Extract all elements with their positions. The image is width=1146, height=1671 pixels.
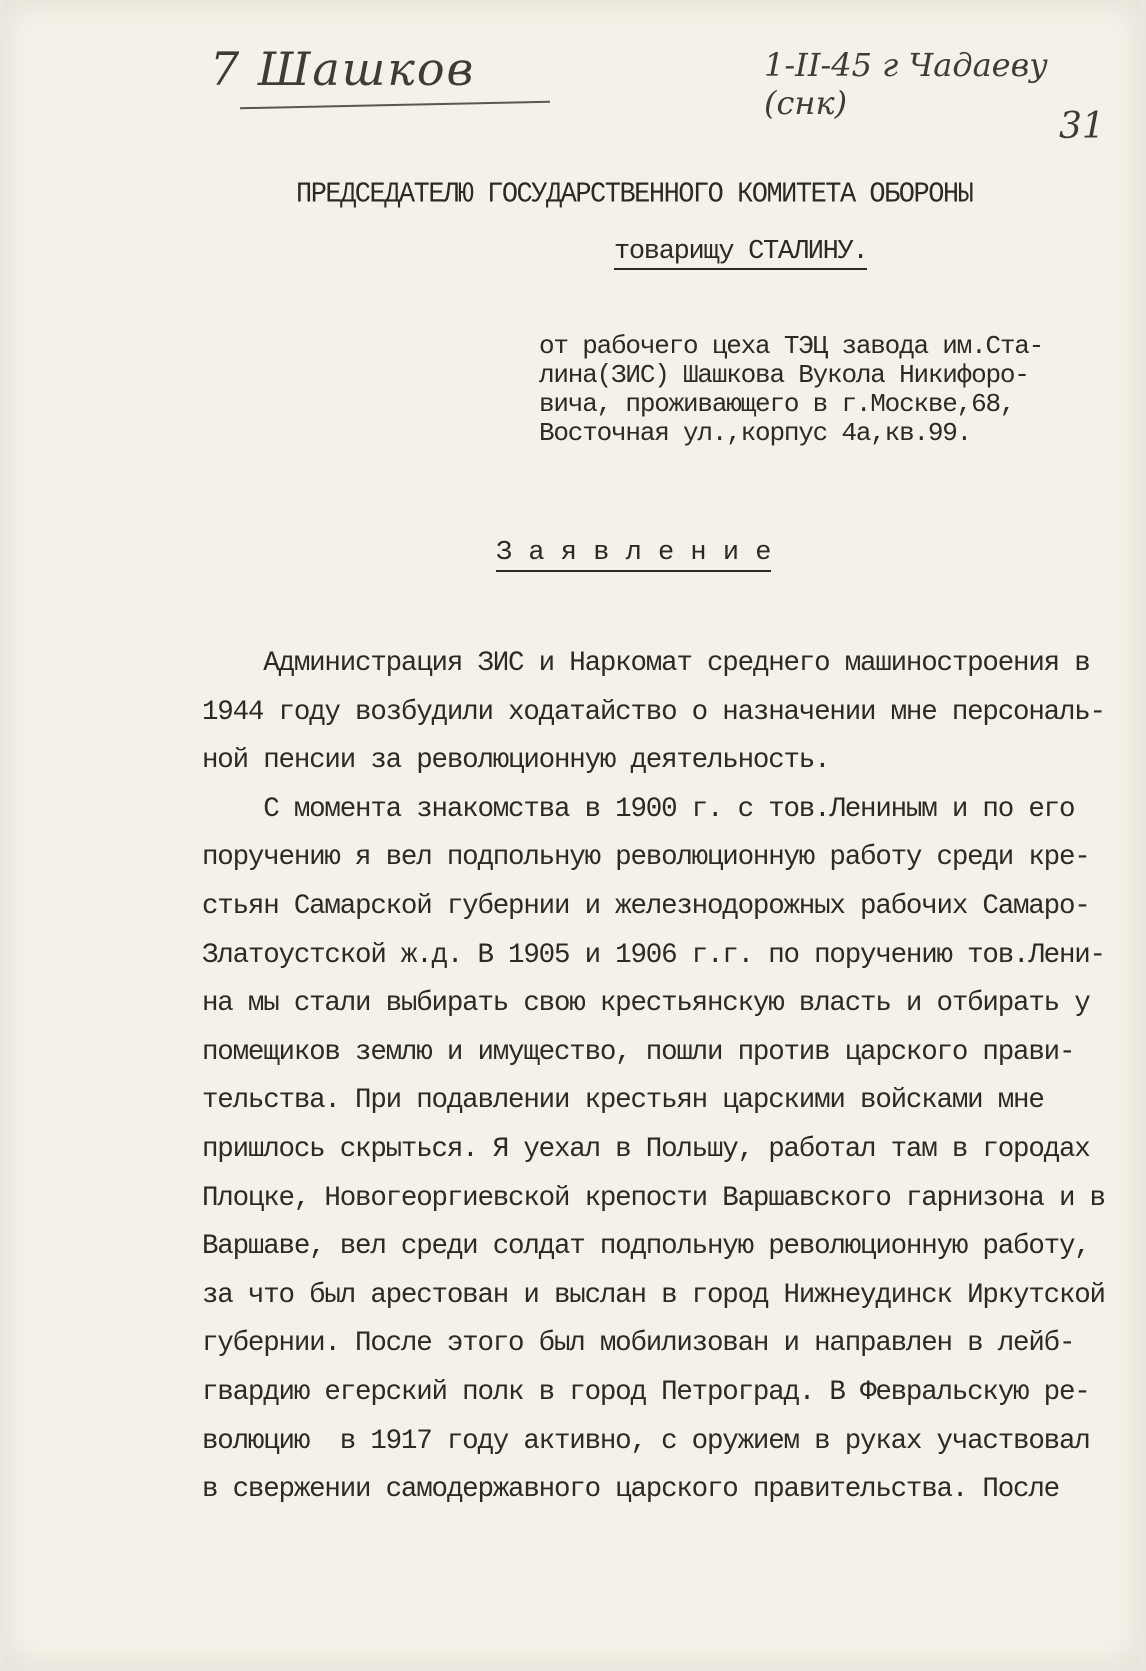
- handwritten-note-right: 1-II-45 г Чадаеву (снк): [764, 46, 1048, 122]
- page-number: 31: [1059, 106, 1105, 147]
- body-line: Администрация ЗИС и Наркомат среднего машиностроения в: [202, 648, 1090, 679]
- body-line: 1944 году возбудили ходатайство о назначении мне персональ-: [202, 696, 1105, 728]
- body-line: стьян Самарской губернии и железнодорожных рабочих Самаро-: [202, 890, 1090, 922]
- body-line: помещиков землю и имущество, пошли против царского прави-: [202, 1036, 1075, 1068]
- sender-line: Восточная ул.,корпус 4а,кв.99.: [539, 418, 972, 448]
- body-text: [202, 640, 1112, 1515]
- body-line: за что был арестован и выслан в город Нижнеудинск Иркутской: [202, 1279, 1105, 1311]
- addressee-name: [614, 237, 867, 267]
- body-line: пришлось скрыться. Я уехал в Польшу, работал там в городах: [202, 1133, 1090, 1165]
- body-line: губернии. После этого был мобилизован и направлен в лейб-: [202, 1328, 1075, 1360]
- handwritten-underline: [240, 101, 550, 109]
- body-line: волюцию в 1917 году активно, с оружием в руках участвовал: [202, 1425, 1090, 1457]
- body-line: Варшаве, вел среди солдат подпольную революционную работу,: [202, 1231, 1090, 1263]
- document-heading: З а я в л е н и е: [496, 538, 771, 572]
- body-line: на мы стали выбирать свою крестьянскую власть и отбирать у: [202, 988, 1090, 1020]
- addressee-name-text: товарищу СТАЛИНУ.: [614, 237, 867, 270]
- body-line: ной пенсии за революционную деятельность.: [202, 745, 830, 777]
- body-line: гвардию егерский полк в город Петроград. В Февральскую ре-: [202, 1376, 1090, 1408]
- body-line: в свержении самодержавного царского правительства. После: [202, 1474, 1059, 1506]
- body-line: тельства. При подавлении крестьян царскими войсками мне: [202, 1085, 1044, 1117]
- body-line: С момента знакомства в 1900 г. с тов.Лениным и по его: [202, 793, 1075, 825]
- handwritten-note-left: [210, 42, 475, 96]
- sender-line: от рабочего цеха ТЭЦ завода им.Ста-: [539, 331, 1044, 361]
- sender-line: лина(ЗИС) Шашкова Вукола Никифоро-: [539, 360, 1029, 390]
- body-line: Златоустской ж.д. В 1905 и 1906 г.г. по поручению тов.Лени-: [202, 939, 1105, 971]
- sender-line: вича, проживающего в г.Москве,68,: [539, 389, 1015, 419]
- body-line: поручению я вел подпольную революционную работу среди кре-: [202, 842, 1090, 874]
- document-page: [4, 2, 1140, 1666]
- addressee-title: ПРЕДСЕДАТЕЛЮ ГОСУДАРСТВЕННОГО КОМИТЕТА ОБОРОНЫ: [296, 179, 973, 211]
- sender-block: [539, 332, 1043, 448]
- body-line: Плоцке, Новогеоргиевской крепости Варшавского гарнизона и в: [202, 1182, 1105, 1214]
- handwritten-text: 7 Шашков: [210, 42, 476, 96]
